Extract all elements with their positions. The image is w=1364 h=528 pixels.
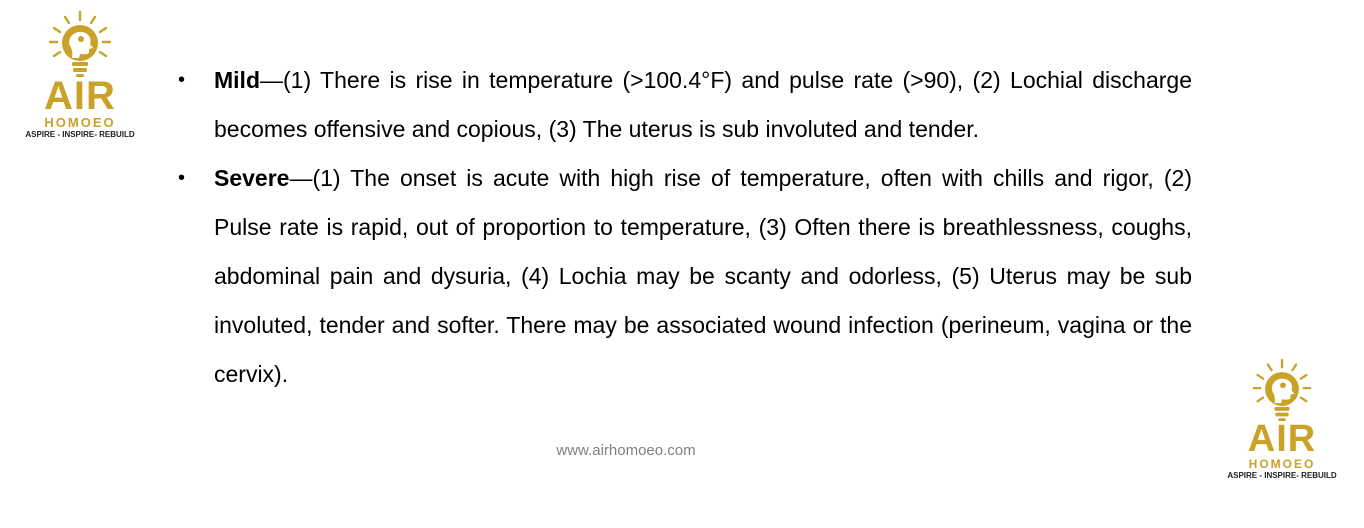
slide-content bbox=[172, 56, 1192, 399]
logo-tagline: ASPIRE - INSPIRE- REBUILD bbox=[1227, 471, 1337, 481]
bullet-dot: • bbox=[178, 69, 186, 91]
bullet-text: —(1) There is rise in temperature (>100.4°F) and pulse rate (>90), (2) Lochial discharge becomes offensive and copious, (3) The uterus is sub involuted and tender. bbox=[214, 67, 1192, 142]
bullet-list bbox=[172, 56, 1192, 399]
logo-subtitle: HOMOEO bbox=[1248, 457, 1316, 471]
logo-subtitle: HOMOEO bbox=[44, 115, 116, 130]
bullet-item-mild bbox=[172, 56, 1192, 154]
bullet-text: —(1) The onset is acute with high rise of temperature, often with chills and rigor, (2) Pulse rate is rapid, out of proportion to temperature, (3) Often there is breathlessness, coughs, abdominal pain and dysuria, (4) Lochia may be scanty and odorless, (5) Uterus may be sub involuted, tender and softer. There may be associated wound infection (perineum, vagina or the cervix). bbox=[214, 165, 1192, 387]
bullet-term: Severe bbox=[214, 165, 290, 191]
logo-name: AIR bbox=[44, 74, 116, 118]
logo-name: AIR bbox=[1247, 418, 1317, 460]
logo-tagline: ASPIRE - INSPIRE- REBUILD bbox=[25, 130, 135, 140]
bullet-item-severe bbox=[172, 154, 1192, 399]
brand-logo-top bbox=[18, 10, 142, 141]
lightbulb-head-icon bbox=[1249, 358, 1315, 422]
brand-logo-bottom bbox=[1224, 358, 1340, 482]
lightbulb-head-icon bbox=[45, 10, 115, 78]
footer-url: www.airhomoeo.com bbox=[556, 442, 696, 459]
bullet-dot: • bbox=[178, 167, 186, 189]
bullet-term: Mild bbox=[214, 67, 260, 93]
